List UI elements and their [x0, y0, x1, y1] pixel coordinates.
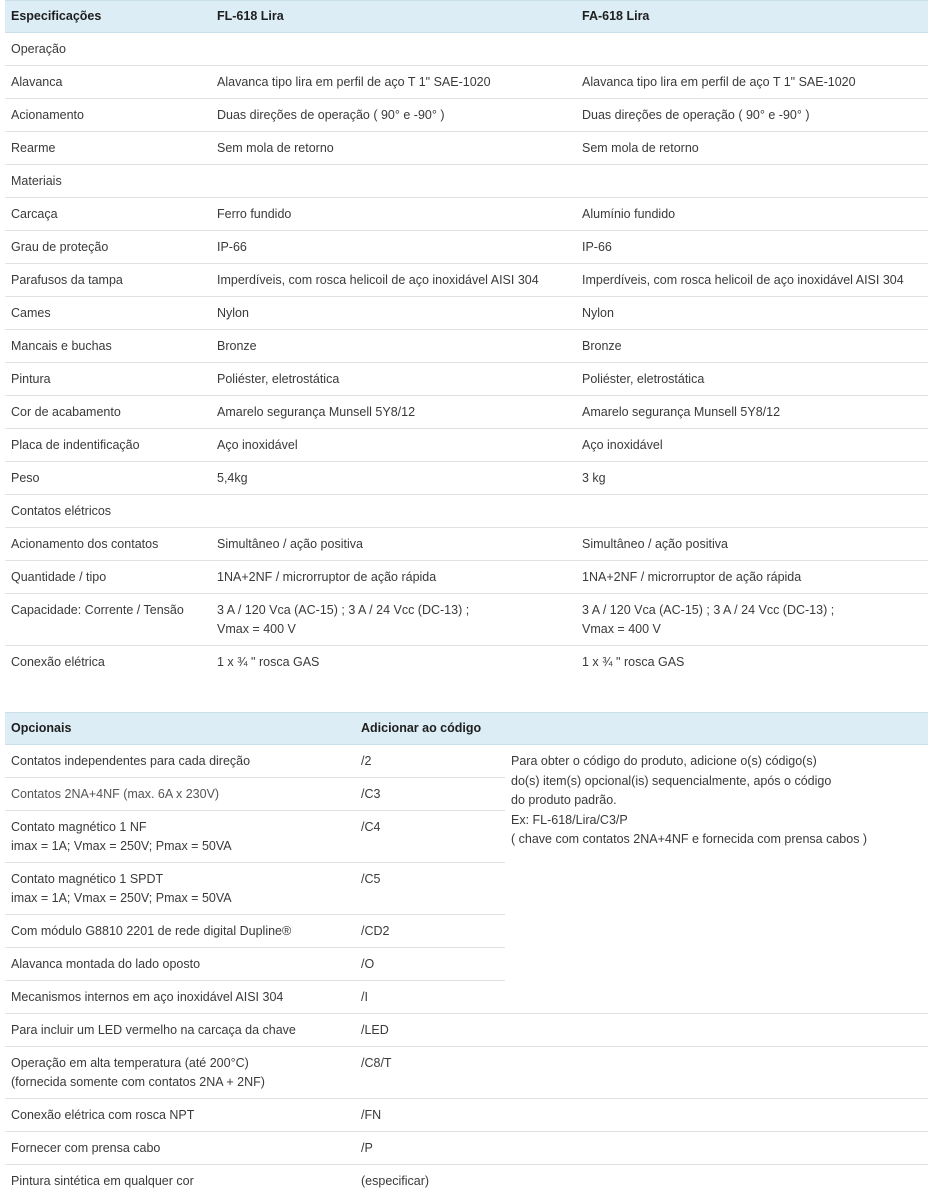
- spec-section-row: [5, 33, 928, 66]
- spec-value-fl-618: Imperdíveis, com rosca helicoil de aço inoxidável AISI 304: [211, 264, 576, 297]
- option-code: (especificar): [355, 1165, 505, 1197]
- option-label: Alavanca montada do lado oposto: [5, 948, 355, 981]
- spec-value-fa-618: Alumínio fundido: [576, 198, 928, 231]
- option-empty: [505, 1165, 928, 1197]
- spec-value-fa-618: Imperdíveis, com rosca helicoil de aço inoxidável AISI 304: [576, 264, 928, 297]
- spec-value-fl-618: Ferro fundido: [211, 198, 576, 231]
- spec-row: [5, 528, 928, 561]
- spec-value-fa-618: [576, 495, 928, 528]
- spec-row: [5, 99, 928, 132]
- spec-value-fl-618: Alavanca tipo lira em perfil de aço T 1" SAE-1020: [211, 66, 576, 99]
- spec-value-fa-618: Sem mola de retorno: [576, 132, 928, 165]
- spec-label: Rearme: [5, 132, 211, 165]
- option-code: /P: [355, 1132, 505, 1165]
- spec-value-fl-618: Amarelo segurança Munsell 5Y8/12: [211, 396, 576, 429]
- spec-row: [5, 429, 928, 462]
- spec-value-fa-618: [576, 33, 928, 66]
- spec-label: Mancais e buchas: [5, 330, 211, 363]
- spec-value-fa-618: Nylon: [576, 297, 928, 330]
- spec-label: Placa de indentificação: [5, 429, 211, 462]
- option-label: Com módulo G8810 2201 de rede digital Dupline®: [5, 915, 355, 948]
- spec-label: Grau de proteção: [5, 231, 211, 264]
- note-line: do produto padrão.: [511, 791, 922, 811]
- spec-row: [5, 297, 928, 330]
- spec-label: Conexão elétrica: [5, 646, 211, 679]
- spec-value-fl-618: Poliéster, eletrostática: [211, 363, 576, 396]
- table-gap: [5, 678, 928, 712]
- spec-value-line: Vmax = 400 V: [582, 620, 922, 639]
- option-code: /CD2: [355, 915, 505, 948]
- code-instructions-note: [505, 745, 928, 1014]
- spec-value-fa-618: Bronze: [576, 330, 928, 363]
- spec-value-fl-618: Aço inoxidável: [211, 429, 576, 462]
- option-code: /2: [355, 745, 505, 778]
- spec-row: [5, 132, 928, 165]
- spec-label: Operação: [5, 33, 211, 66]
- spec-value-fl-618: [211, 33, 576, 66]
- spec-value-fa-618: Duas direções de operação ( 90° e -90° ): [576, 99, 928, 132]
- option-label-line: imax = 1A; Vmax = 250V; Pmax = 50VA: [11, 889, 349, 908]
- option-code: /FN: [355, 1099, 505, 1132]
- option-code: /C8/T: [355, 1047, 505, 1099]
- option-row: [5, 745, 928, 778]
- option-code: /O: [355, 948, 505, 981]
- spec-value-fa-618: Alavanca tipo lira em perfil de aço T 1" SAE-1020: [576, 66, 928, 99]
- spec-row: [5, 646, 928, 679]
- option-row: [5, 1099, 928, 1132]
- note-line: Para obter o código do produto, adicione o(s) código(s): [511, 752, 922, 772]
- spec-value-fa-618: 1NA+2NF / microrruptor de ação rápida: [576, 561, 928, 594]
- spec-label: Contatos elétricos: [5, 495, 211, 528]
- spec-row: [5, 231, 928, 264]
- option-label: Conexão elétrica com rosca NPT: [5, 1099, 355, 1132]
- spec-label: Pintura: [5, 363, 211, 396]
- spec-section-row: [5, 495, 928, 528]
- spec-value-fl-618: Sem mola de retorno: [211, 132, 576, 165]
- header-empty: [505, 713, 928, 745]
- option-label: [5, 863, 355, 915]
- spec-value-fa-618: Poliéster, eletrostática: [576, 363, 928, 396]
- spec-value-fa-618: Aço inoxidável: [576, 429, 928, 462]
- option-empty: [505, 1099, 928, 1132]
- spec-label: Cames: [5, 297, 211, 330]
- option-label: Mecanismos internos em aço inoxidável AISI 304: [5, 981, 355, 1014]
- option-label-line: Operação em alta temperatura (até 200°C): [11, 1054, 349, 1073]
- option-code: /C4: [355, 811, 505, 863]
- header-especificacoes: Especificações: [5, 1, 211, 33]
- option-empty: [505, 1047, 928, 1099]
- spec-label: Capacidade: Corrente / Tensão: [5, 594, 211, 646]
- option-label: Contatos independentes para cada direção: [5, 745, 355, 778]
- header-adicionar-ao-codigo: Adicionar ao código: [355, 713, 505, 745]
- option-label: [5, 811, 355, 863]
- option-label: Fornecer com prensa cabo: [5, 1132, 355, 1165]
- spec-value-fl-618: [211, 165, 576, 198]
- specifications-table: [5, 0, 928, 678]
- spec-value-fa-618: [576, 594, 928, 646]
- header-fl-618: FL-618 Lira: [211, 1, 576, 33]
- header-opcionais: Opcionais: [5, 713, 355, 745]
- option-code: /I: [355, 981, 505, 1014]
- option-row: [5, 1047, 928, 1099]
- spec-value-fl-618: Nylon: [211, 297, 576, 330]
- spec-value-fl-618: Duas direções de operação ( 90° e -90° ): [211, 99, 576, 132]
- option-row: [5, 1014, 928, 1047]
- spec-label: Carcaça: [5, 198, 211, 231]
- option-label-line: Contato magnético 1 SPDT: [11, 870, 349, 889]
- spec-value-fa-618: [576, 165, 928, 198]
- option-empty: [505, 1014, 928, 1047]
- option-empty: [505, 1132, 928, 1165]
- spec-section-row: [5, 165, 928, 198]
- note-line: ( chave com contatos 2NA+4NF e fornecida com prensa cabos ): [511, 830, 922, 850]
- header-fa-618: FA-618 Lira: [576, 1, 928, 33]
- option-label-line: imax = 1A; Vmax = 250V; Pmax = 50VA: [11, 837, 349, 856]
- spec-row: [5, 462, 928, 495]
- options-table: [5, 712, 928, 1197]
- spec-label: Acionamento dos contatos: [5, 528, 211, 561]
- spec-value-line: 3 A / 120 Vca (AC-15) ; 3 A / 24 Vcc (DC-13) ;: [217, 601, 570, 620]
- option-row: [5, 1165, 928, 1197]
- spec-label: Quantidade / tipo: [5, 561, 211, 594]
- note-line: do(s) item(s) opcional(is) sequencialmente, após o código: [511, 772, 922, 792]
- option-code: /C5: [355, 863, 505, 915]
- spec-value-fl-618: [211, 594, 576, 646]
- spec-value-fa-618: IP-66: [576, 231, 928, 264]
- option-row: [5, 1132, 928, 1165]
- spec-row: [5, 330, 928, 363]
- spec-label: Parafusos da tampa: [5, 264, 211, 297]
- spec-label: Peso: [5, 462, 211, 495]
- spec-value-fa-618: Simultâneo / ação positiva: [576, 528, 928, 561]
- spec-row: [5, 561, 928, 594]
- spec-value-line: 3 A / 120 Vca (AC-15) ; 3 A / 24 Vcc (DC-13) ;: [582, 601, 922, 620]
- spec-label: Acionamento: [5, 99, 211, 132]
- option-label-line: (fornecida somente com contatos 2NA + 2NF): [11, 1073, 349, 1092]
- option-label: Para incluir um LED vermelho na carcaça da chave: [5, 1014, 355, 1047]
- spec-value-fl-618: IP-66: [211, 231, 576, 264]
- options-header-row: [5, 713, 928, 745]
- spec-value-fl-618: Bronze: [211, 330, 576, 363]
- spec-value-fa-618: Amarelo segurança Munsell 5Y8/12: [576, 396, 928, 429]
- option-code: /C3: [355, 778, 505, 811]
- spec-value-fl-618: 1NA+2NF / microrruptor de ação rápida: [211, 561, 576, 594]
- spec-value-fl-618: 5,4kg: [211, 462, 576, 495]
- option-code: /LED: [355, 1014, 505, 1047]
- spec-label: Materiais: [5, 165, 211, 198]
- spec-row: [5, 363, 928, 396]
- option-label-line: Contato magnético 1 NF: [11, 818, 349, 837]
- spec-row: [5, 198, 928, 231]
- spec-row: [5, 594, 928, 646]
- option-label: Contatos 2NA+4NF (max. 6A x 230V): [5, 778, 355, 811]
- spec-row: [5, 264, 928, 297]
- spec-value-fl-618: 1 x ¾ " rosca GAS: [211, 646, 576, 679]
- specifications-header-row: [5, 1, 928, 33]
- spec-row: [5, 396, 928, 429]
- option-label: [5, 1047, 355, 1099]
- spec-value-line: Vmax = 400 V: [217, 620, 570, 639]
- spec-label: Alavanca: [5, 66, 211, 99]
- spec-row: [5, 66, 928, 99]
- note-line: Ex: FL-618/Lira/C3/P: [511, 811, 922, 831]
- option-label: Pintura sintética em qualquer cor: [5, 1165, 355, 1197]
- spec-value-fl-618: Simultâneo / ação positiva: [211, 528, 576, 561]
- spec-value-fl-618: [211, 495, 576, 528]
- spec-value-fa-618: 3 kg: [576, 462, 928, 495]
- spec-value-fa-618: 1 x ¾ " rosca GAS: [576, 646, 928, 679]
- spec-label: Cor de acabamento: [5, 396, 211, 429]
